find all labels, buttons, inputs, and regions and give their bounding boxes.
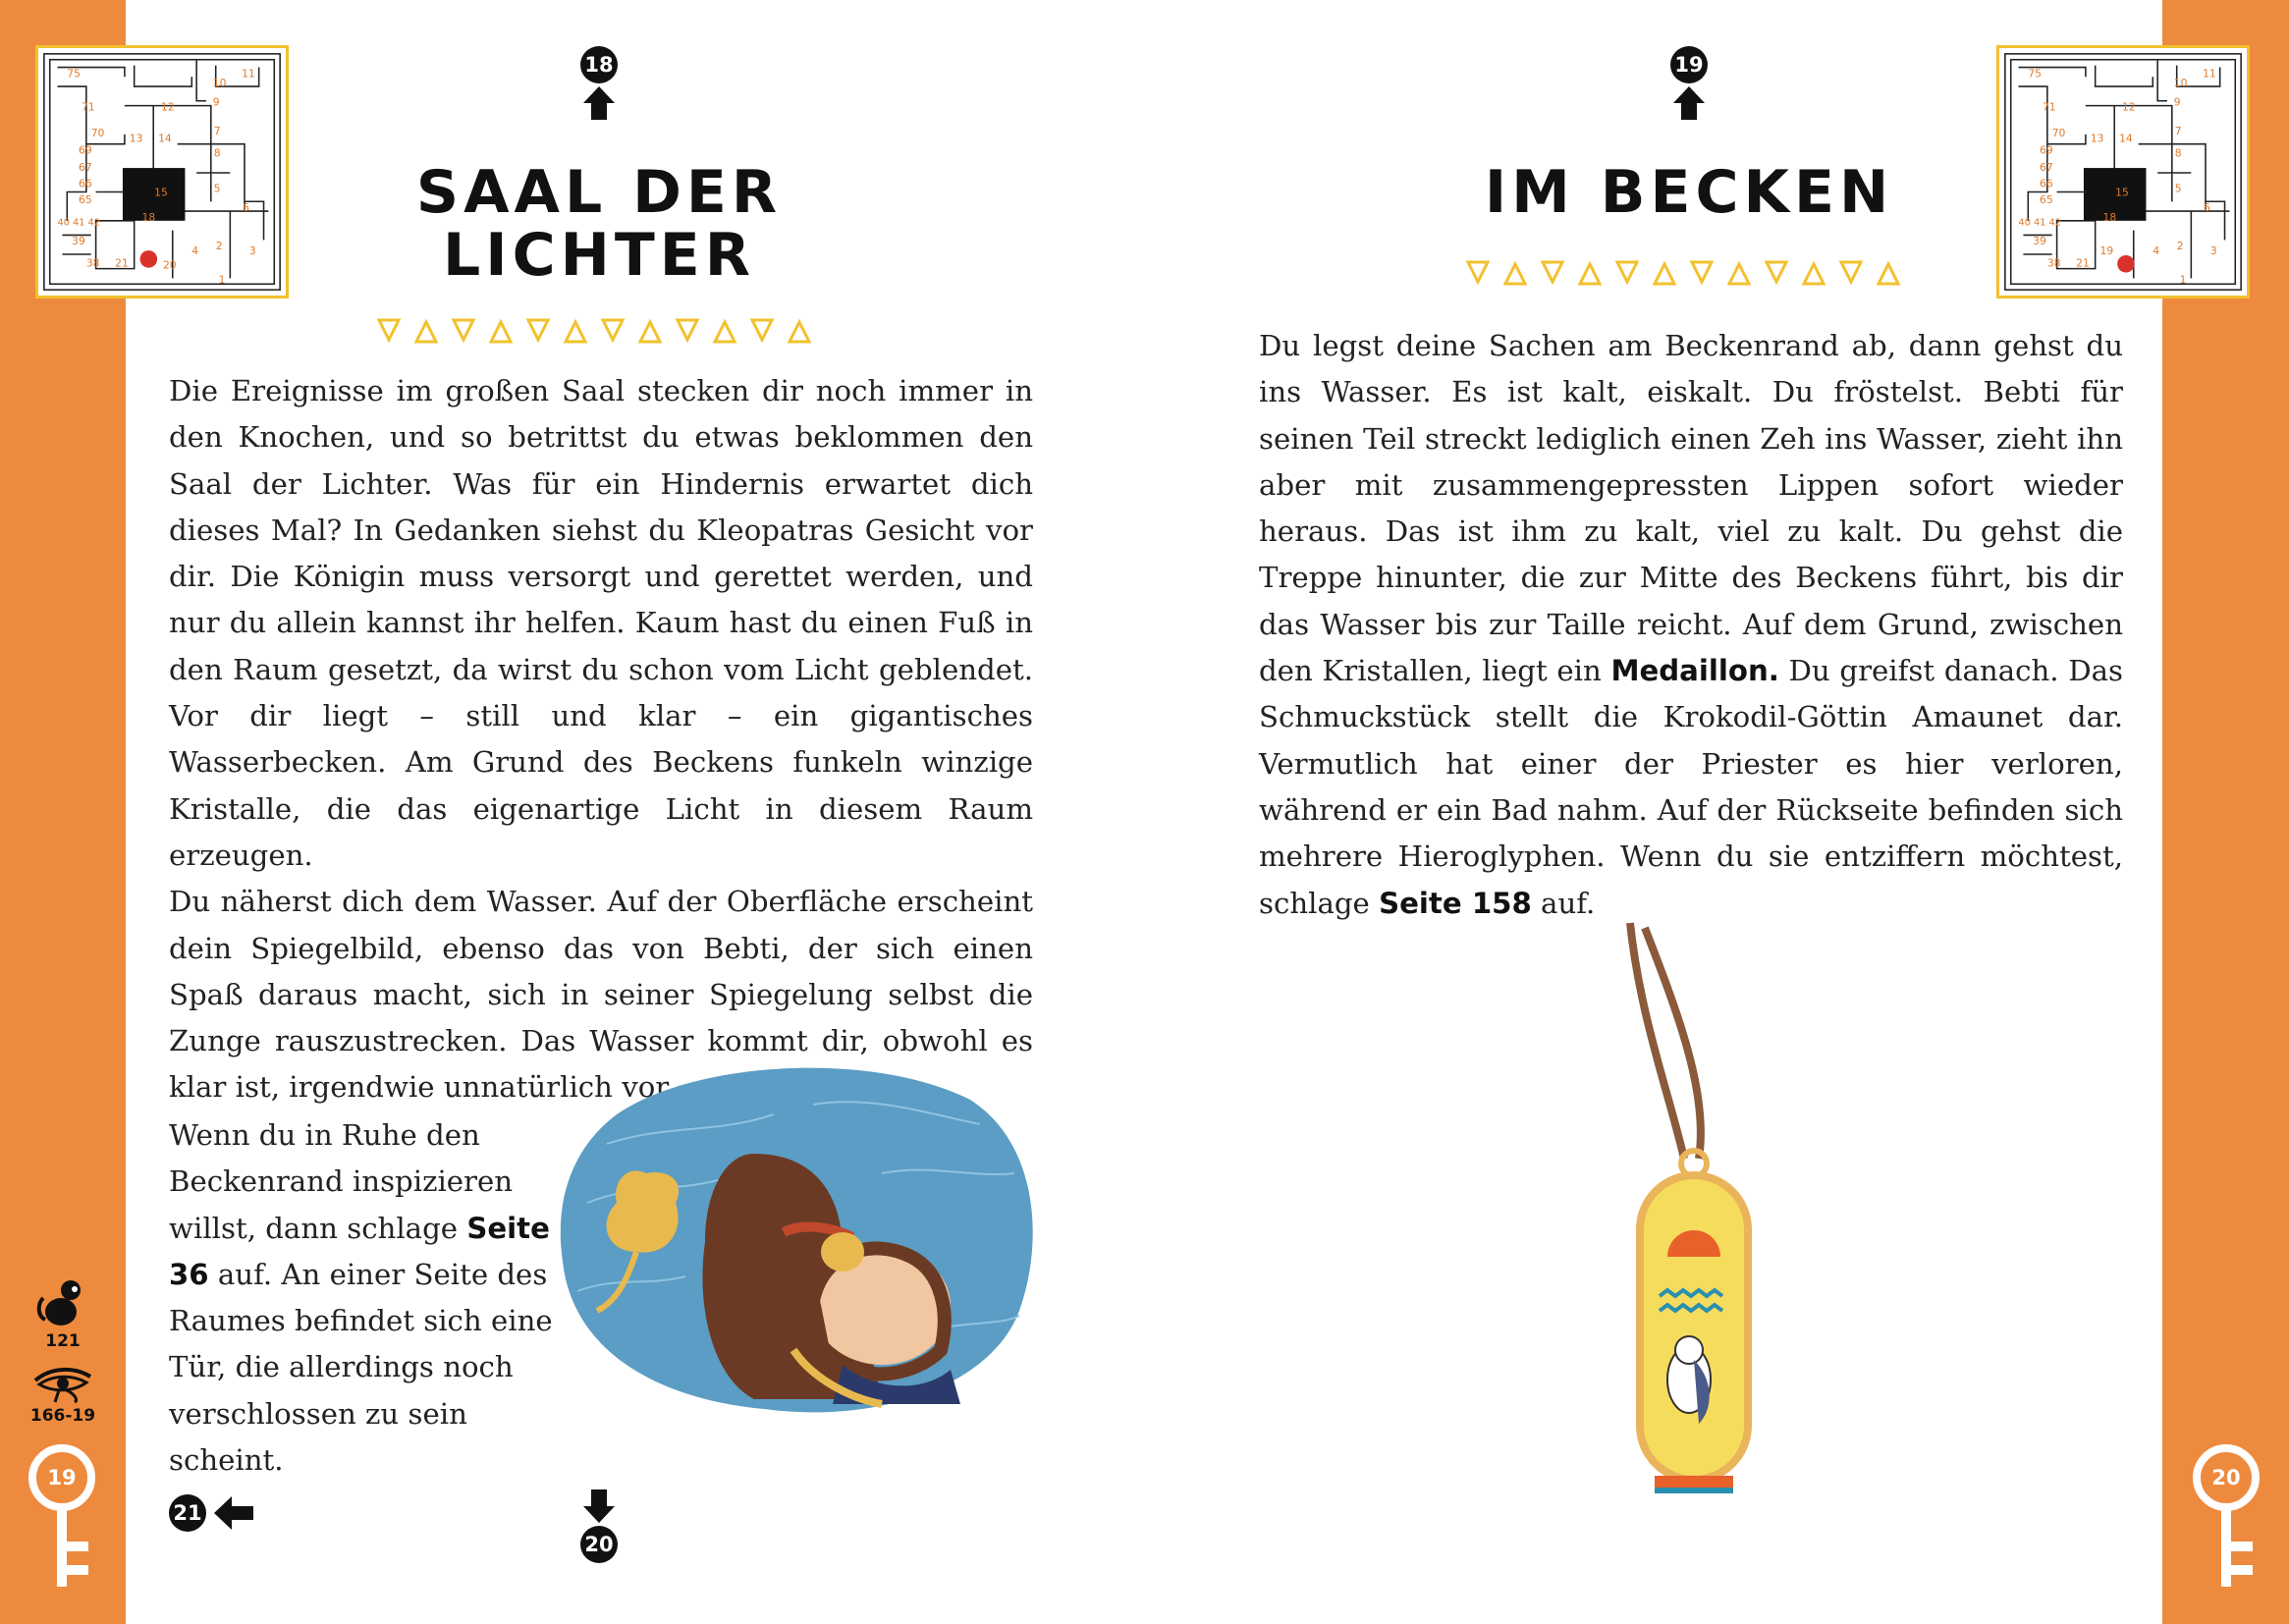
room-number-badge: 19 <box>1670 46 1708 83</box>
title-line-2: LICHTER <box>443 221 755 290</box>
svg-text:20: 20 <box>162 258 177 272</box>
paragraph-2: Du näherst dich dem Wasser. Auf der Oberfläche erscheint dein Spiegelbild, ebenso das von Bebti, der sich einen Spaß daraus macht, sich in seiner Spiegelung selbst die Zunge rauszustrecken. Das Wasser kommt dir, obwohl es klar ist, irgendwie unnatürlich vor. <box>169 885 1033 1105</box>
map-drawing <box>38 48 286 296</box>
svg-text:65: 65 <box>2040 193 2053 207</box>
svg-text:4: 4 <box>2153 244 2160 257</box>
svg-text:3: 3 <box>248 244 256 257</box>
svg-text:1: 1 <box>2179 273 2187 287</box>
paragraph-1: Die Ereignisse im großen Saal stecken dir noch immer in den Knochen, und so betrittst du etwas beklommen den Saal der Lichter. Was für ein Hindernis erwartet dich dieses Mal? In Gedanken siehst du Kleopatras Gesicht vor dir. Die Königin muss versorgt und gerettet werden, und nur du allein kannst ihr helfen. Kaum hast du einen Fuß in den Raum gesetzt, da wirst du schon vom Licht geblendet. Vor dir liegt – still und klar – ein gigantisches Wasserbecken. Am Grund des Beckens funkeln winzige Kristalle, die das eigenartige Licht in diesem Raum erzeugen. <box>169 374 1033 872</box>
right-page-main-text: Du legst deine Sachen am Beckenrand ab, dann gehst du ins Wasser. Es ist kalt, eiskalt. Du fröstelst. Bebti für seinen Teil streckt lediglich einen Zeh ins Wasser, zieht ihn aber mit zusammengepressten Lippen sofort wieder heraus. Das ist ihm zu kalt, viel zu kalt. Du gehst die Treppe hinunter, die zur Mitte des Beckens führt, bis dir das Wasser bis zur Taille reicht. Auf dem Grund, zwischen den Kristallen, liegt ein Medaillon. Du greifst danach. Das Schmuckstück stellt die Krokodil-Göttin Amaunet dar. Vermutlich hat einer der Priester es hier verloren, während er ein Bad nahm. Auf der Rückseite befinden sich mehrere Hieroglyphen. Wenn du sie entziffern möchtest, schlage Seite 158 auf. <box>1259 329 2123 920</box>
nav-link-20[interactable] <box>570 1487 628 1563</box>
left-page-main-text <box>169 368 1033 1111</box>
svg-text:5: 5 <box>2174 182 2182 195</box>
svg-text:75: 75 <box>67 67 81 81</box>
svg-text:9: 9 <box>212 95 220 109</box>
floor-plan-map-left <box>35 45 289 298</box>
svg-text:10: 10 <box>2173 77 2188 90</box>
map-drawing <box>1999 48 2247 296</box>
monkey-count: 121 <box>45 1331 81 1351</box>
svg-text:66: 66 <box>79 177 92 190</box>
svg-text:19: 19 <box>2099 244 2114 257</box>
nav-number-badge: 21 <box>169 1494 206 1532</box>
monkey-icon <box>35 1276 90 1329</box>
svg-text:38: 38 <box>85 256 100 270</box>
triangle-ornament-right <box>1466 258 1913 288</box>
pool-reflection-illustration <box>558 1056 1039 1424</box>
svg-text:69: 69 <box>2040 143 2053 157</box>
arrow-down-icon <box>579 1487 619 1526</box>
svg-text:12: 12 <box>161 100 175 114</box>
key-badge-20 <box>2192 1443 2261 1591</box>
svg-text:3: 3 <box>2209 244 2217 257</box>
room-marker-18[interactable] <box>570 46 628 123</box>
nav-number-badge: 20 <box>580 1526 618 1563</box>
svg-text:6: 6 <box>2204 201 2210 215</box>
svg-text:75: 75 <box>2028 67 2042 81</box>
floor-plan-map-right <box>1996 45 2250 298</box>
svg-text:9: 9 <box>2173 95 2181 109</box>
medaillon-keyword: Medaillon. <box>1610 654 1779 688</box>
svg-text:21: 21 <box>2076 256 2090 270</box>
svg-text:71: 71 <box>81 100 95 114</box>
room-number-badge: 18 <box>580 46 618 83</box>
left-page-choice-text: Wenn du in Ruhe den Beckenrand inspizieren willst, dann schlage Seite 36 auf. An einer Seite des Raumes befindet sich eine Tür, die allerdings noch verschlossen zu sein scheint. <box>169 1118 553 1478</box>
svg-text:71: 71 <box>2042 100 2056 114</box>
page-title-left <box>324 158 874 290</box>
svg-text:7: 7 <box>213 124 221 137</box>
arrow-up-icon <box>1669 83 1709 123</box>
svg-text:4: 4 <box>191 244 199 257</box>
page-title-right: IM BECKEN <box>1484 158 1894 227</box>
svg-text:11: 11 <box>242 67 255 81</box>
title-line-1: SAAL DER <box>415 158 783 227</box>
svg-text:11: 11 <box>2203 67 2216 81</box>
svg-text:39: 39 <box>72 235 85 248</box>
eye-of-horus-icon <box>31 1365 94 1404</box>
map-position-marker <box>2117 255 2135 273</box>
medallion-illustration <box>1601 918 1777 1507</box>
svg-text:14: 14 <box>2119 132 2133 145</box>
svg-text:70: 70 <box>2051 126 2066 139</box>
svg-text:21: 21 <box>115 256 129 270</box>
room-marker-19[interactable] <box>1660 46 1718 123</box>
svg-text:2: 2 <box>2176 240 2184 253</box>
svg-text:8: 8 <box>213 146 221 160</box>
svg-text:66: 66 <box>2040 177 2053 190</box>
svg-text:40 41 42: 40 41 42 <box>2018 217 2061 229</box>
svg-text:38: 38 <box>2046 256 2061 270</box>
key-number: 19 <box>47 1466 77 1489</box>
svg-text:15: 15 <box>154 186 168 199</box>
svg-text:69: 69 <box>79 143 92 157</box>
eye-page-range: 166-19 <box>29 1406 96 1426</box>
arrow-left-icon <box>212 1494 255 1532</box>
map-position-marker <box>140 250 158 268</box>
key-badge-19 <box>27 1443 96 1591</box>
eye-counter <box>24 1365 102 1426</box>
svg-text:6: 6 <box>243 201 249 215</box>
svg-text:12: 12 <box>2122 100 2136 114</box>
svg-text:10: 10 <box>212 77 227 90</box>
arrow-up-icon <box>579 83 619 123</box>
svg-text:15: 15 <box>2115 186 2129 199</box>
svg-text:13: 13 <box>129 132 143 145</box>
monkey-counter <box>24 1276 102 1351</box>
svg-text:8: 8 <box>2174 146 2182 160</box>
svg-text:5: 5 <box>213 182 221 195</box>
triangle-ornament-left <box>377 316 824 346</box>
svg-text:70: 70 <box>90 126 105 139</box>
svg-text:67: 67 <box>2040 161 2053 175</box>
svg-text:14: 14 <box>158 132 172 145</box>
svg-text:39: 39 <box>2033 235 2046 248</box>
page-link-158[interactable]: Seite 158 <box>1379 886 1532 920</box>
nav-link-21[interactable] <box>169 1494 255 1532</box>
svg-text:18: 18 <box>2102 210 2117 224</box>
page-link-36[interactable]: Seite 36 <box>169 1211 550 1291</box>
key-number: 20 <box>2211 1466 2241 1489</box>
svg-text:67: 67 <box>79 161 92 175</box>
svg-text:1: 1 <box>218 273 226 287</box>
svg-text:18: 18 <box>141 210 156 224</box>
svg-text:40 41 42: 40 41 42 <box>57 217 100 229</box>
svg-text:2: 2 <box>215 240 223 253</box>
svg-text:65: 65 <box>79 193 92 207</box>
svg-text:7: 7 <box>2174 124 2182 137</box>
svg-text:13: 13 <box>2090 132 2104 145</box>
